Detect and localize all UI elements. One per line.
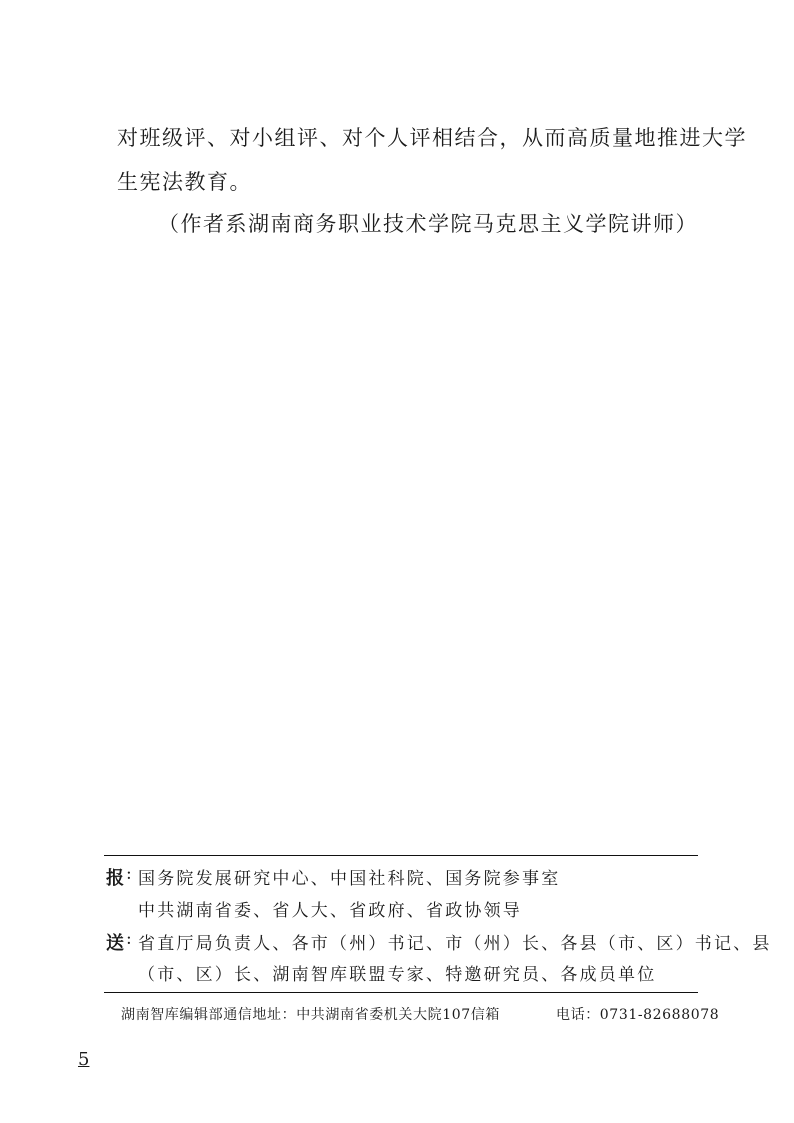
send-to-recipients-line: （市、区）长、湖南智库联盟专家、特邀研究员、各成员单位 xyxy=(138,965,657,985)
article-text-line: 生宪法教育。 xyxy=(117,170,252,194)
page-number: 5 xyxy=(78,1049,90,1070)
report-to-colon: : xyxy=(126,864,132,884)
send-to-recipients-line: 省直厅局负责人、各市（州）书记、市（州）长、各县（市、区）书记、县 xyxy=(138,934,772,954)
distribution-bottom-rule xyxy=(104,992,698,993)
send-to-label: 送 xyxy=(106,933,124,954)
footer-address: 湖南智库编辑部通信地址：中共湖南省委机关大院107信箱 xyxy=(121,1007,500,1023)
footer-phone: 电话：0731-82688078 xyxy=(556,1007,720,1023)
author-byline: （作者系湖南商务职业技术学院马克思主义学院讲师） xyxy=(158,212,698,236)
distribution-top-rule xyxy=(104,855,698,856)
report-to-recipients-line: 中共湖南省委、省人大、省政府、省政协领导 xyxy=(138,901,522,921)
send-to-colon: : xyxy=(126,929,132,949)
article-text-line: 对班级评、对小组评、对个人评相结合，从而高质量地推进大学 xyxy=(117,126,747,150)
report-to-label: 报 xyxy=(106,868,124,889)
report-to-recipients-line: 国务院发展研究中心、中国社科院、国务院参事室 xyxy=(138,869,561,889)
